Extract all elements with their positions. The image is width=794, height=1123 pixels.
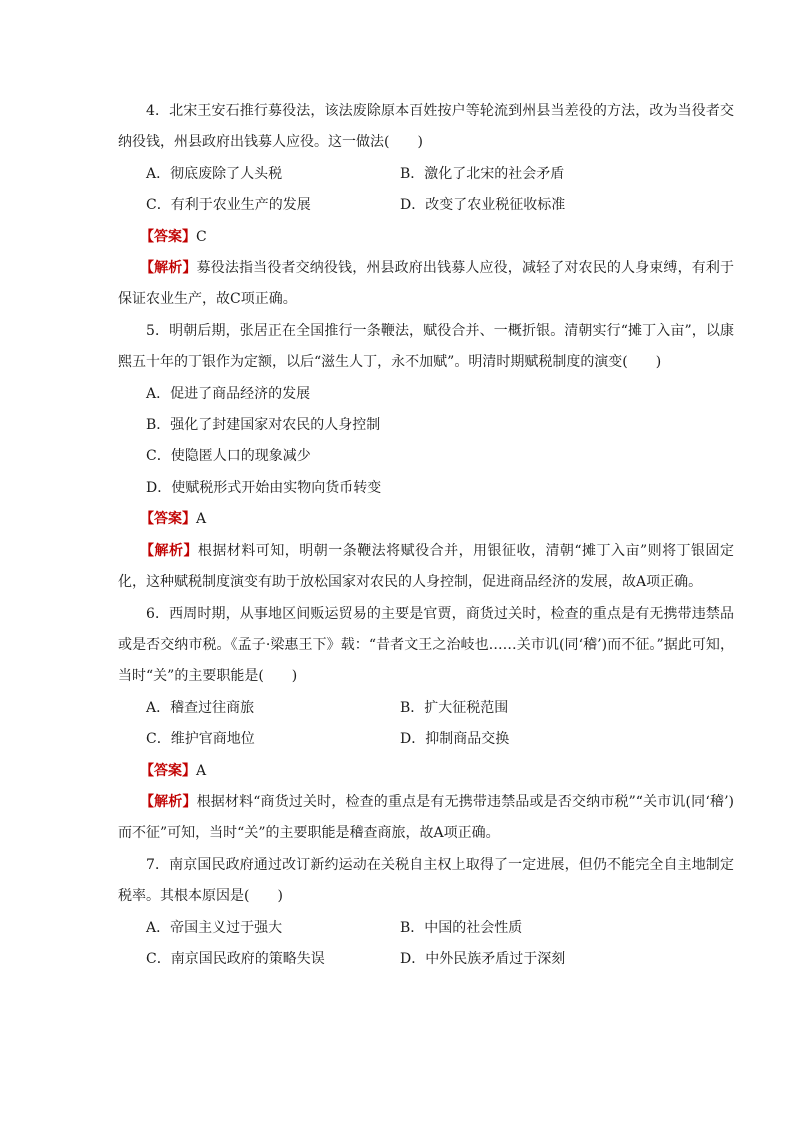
option-row (118, 944, 734, 975)
analysis-tag: 【解析】 (140, 793, 197, 810)
question-5 (118, 316, 734, 599)
answer-line (118, 504, 734, 535)
option-d: D．抑制商品交换 (400, 731, 510, 748)
answer-value: A (196, 762, 207, 779)
question-list (118, 96, 734, 975)
question-stem: 5．明朝后期，张居正在全国推行一条鞭法，赋役合并、一概折银。清朝实行“摊丁入亩”，以康熙五十年的丁银作为定额，以后“滋生人丁，永不加赋”。明清时期赋税制度的演变( ) (118, 322, 734, 371)
option-b: B．激化了北宋的社会矛盾 (400, 165, 565, 182)
analysis-text: 募役法指当役者交纳役钱，州县政府出钱募人应役，减轻了对农民的人身束缚，有利于保证农业生产，故C项正确。 (118, 260, 735, 308)
analysis (118, 787, 734, 850)
answer-line (118, 756, 734, 787)
option-row (118, 724, 734, 755)
option-c: C．维护官商地位 (146, 731, 255, 748)
option-a: A．促进了商品经济的发展 (146, 385, 311, 402)
question-7 (118, 850, 734, 976)
analysis-text: 根据材料可知，明朝一条鞭法将赋役合并，用银征收，清朝“摊丁入亩”则将丁银固定化，这种赋税制度演变有助于放松国家对农民的人身控制，促进商品经济的发展，故A项正确。 (118, 542, 735, 591)
option-d: D．改变了农业税征收标准 (400, 197, 566, 214)
question-6 (118, 599, 734, 850)
option-a: A．帝国主义过于强大 (146, 919, 283, 936)
option-a: A．稽查过往商旅 (146, 699, 255, 716)
answer-tag: 【答案】 (140, 228, 196, 245)
analysis (118, 536, 734, 599)
question-stem: 7．南京国民政府通过改订新约运动在关税自主权上取得了一定进展，但仍不能完全自主地制定税率。其根本原因是( ) (118, 856, 734, 905)
analysis-tag: 【解析】 (140, 542, 198, 559)
option-row (118, 190, 734, 221)
option-c: C．南京国民政府的策略失误 (146, 950, 325, 967)
option-b: B．强化了封建国家对农民的人身控制 (146, 417, 381, 434)
option-d: D．使赋税形式开始由实物向货币转变 (146, 479, 382, 496)
option-row (118, 693, 734, 724)
analysis-tag: 【解析】 (140, 260, 197, 277)
option-a: A．彻底废除了人头税 (146, 165, 283, 182)
question-4 (118, 96, 734, 316)
option-row (118, 159, 734, 190)
answer-tag: 【答案】 (140, 511, 196, 528)
option-b: B．扩大征税范围 (400, 699, 509, 716)
option-c: C．有利于农业生产的发展 (146, 197, 311, 214)
analysis-text: 根据材料“商货过关时，检查的重点是有无携带违禁品或是否交纳市税”“关市讥(同‘稽’)而不征”可知，当时“关”的主要职能是稽查商旅，故A项正确。 (118, 793, 734, 842)
answer-line (118, 222, 734, 253)
answer-value: A (196, 511, 207, 528)
option-c: C．使隐匿人口的现象减少 (146, 448, 311, 465)
analysis (118, 253, 734, 316)
option-row (118, 913, 734, 944)
question-stem: 4．北宋王安石推行募役法，该法废除原本百姓按户等轮流到州县当差役的方法，改为当役者交纳役钱，州县政府出钱募人应役。这一做法( ) (118, 103, 734, 151)
answer-tag: 【答案】 (140, 762, 196, 779)
answer-value: C (196, 228, 207, 245)
question-stem: 6．西周时期，从事地区间贩运贸易的主要是官贾，商货过关时，检查的重点是有无携带违禁品或是否交纳市税。《孟子·梁惠王下》载：“昔者文王之治岐也……关市讥(同‘稽’)而不征。”据此可知，当时“关”的主要职能是( ) (118, 605, 734, 685)
option-d: D．中外民族矛盾过于深刻 (400, 950, 566, 967)
option-b: B．中国的社会性质 (400, 919, 523, 936)
